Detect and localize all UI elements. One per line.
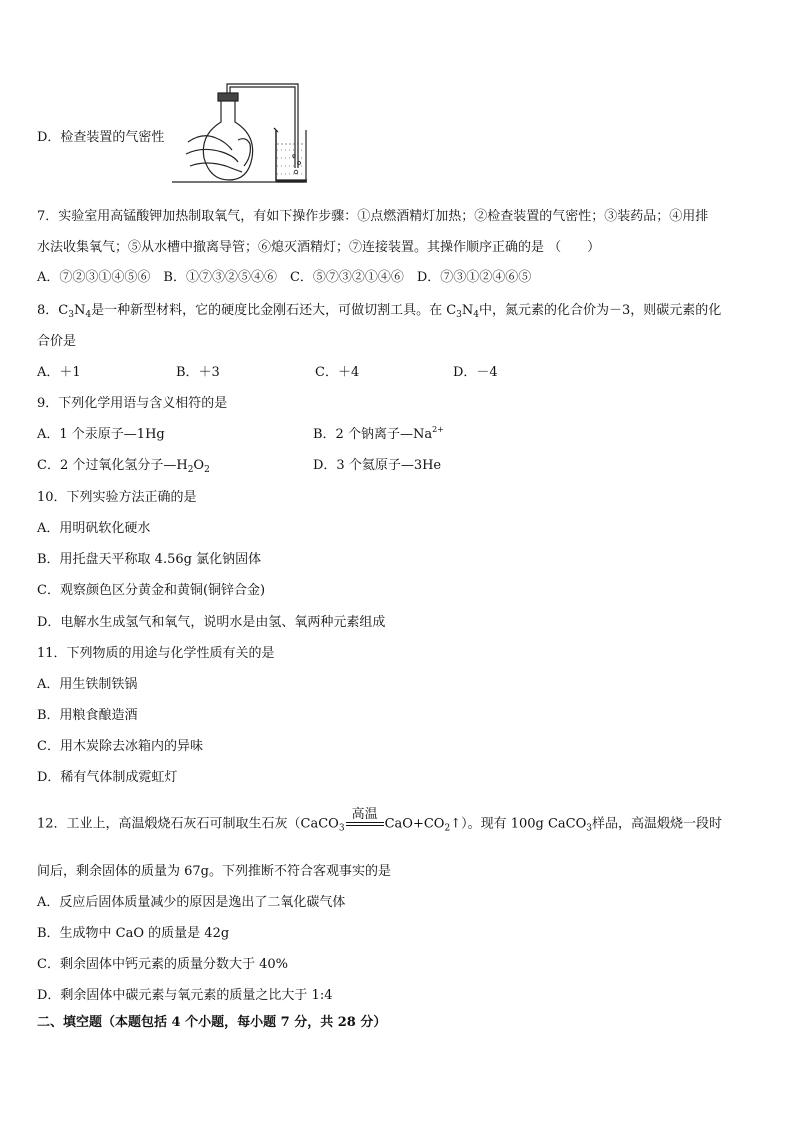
q11-option-d: D．稀有气体制成霓虹灯 xyxy=(37,770,178,785)
q9-option-a: A．1 个汞原子—1Hg xyxy=(37,427,165,442)
q12-option-c: C．剩余固体中钙元素的质量分数大于 40% xyxy=(37,957,288,972)
q12-stem-line2: 间后，剩余固体的质量为 67g。下列推断不符合客观事实的是 xyxy=(37,864,391,879)
q10-option-d: D．电解水生成氢气和氧气，说明水是由氢、氧两种元素组成 xyxy=(37,615,386,630)
q7-options: A．⑦②③①④⑤⑥ B．①⑦③②⑤④⑥ C．⑤⑦③②①④⑥ D．⑦③①②④⑥⑤ xyxy=(37,270,532,285)
q11-stem: 11．下列物质的用途与化学性质有关的是 xyxy=(37,646,275,661)
q8-option-d: D．－4 xyxy=(453,365,498,380)
q10-option-c: C．观察颜色区分黄金和黄铜(铜锌合金) xyxy=(37,583,266,598)
q11-option-b: B．用粮食酿造酒 xyxy=(37,708,138,723)
section2-heading: 二、填空题（本题包括 4 个小题，每小题 7 分，共 28 分） xyxy=(37,1015,387,1030)
q8-stem-line1: 8．$C_3N_4$是一种新型材料，它的硬度比金刚石还大，可做切割工具。在 $C_3N_4$中，氮元素的化合价为－3，则碳元素的化 xyxy=(37,303,722,320)
q9-option-d: D．3 个氦原子—3He xyxy=(313,458,442,473)
q9-stem: 9．下列化学用语与含义相符的是 xyxy=(37,396,228,411)
q10-option-b: B．用托盘天平称取 4.56g 氯化钠固体 xyxy=(37,552,262,567)
reaction-condition: 高温 xyxy=(346,808,384,840)
q11-option-c: C．用木炭除去冰箱内的异味 xyxy=(37,739,203,754)
q11-option-a: A．用生铁制铁锅 xyxy=(37,677,138,692)
q12-option-b: B．生成物中 CaO 的质量是 42g xyxy=(37,926,230,941)
q7-stem-line1: 7．实验室用高锰酸钾加热制取氧气，有如下操作步骤：①点燃酒精灯加热；②检查装置的气密性；③装药品；④用排 xyxy=(37,209,709,224)
q8-option-a: A．＋1 xyxy=(37,365,81,380)
q9-option-b: B．2 个钠离子$—Na^{2+}$ xyxy=(313,425,444,442)
airtightness-check-apparatus-figure xyxy=(172,80,307,185)
q8-stem-line2: 合价是 xyxy=(37,334,77,349)
q9-option-c: C．2 个过氧化氢分子$—H_2O_2$ xyxy=(37,458,210,475)
q12-option-a: A．反应后固体质量减少的原因是逸出了二氧化碳气体 xyxy=(37,895,346,910)
q12-option-d: D．剩余固体中碳元素与氧元素的质量之比大于 1:4 xyxy=(37,988,333,1003)
q10-stem: 10．下列实验方法正确的是 xyxy=(37,490,197,505)
q7-stem-line2: 水法收集氧气；⑤从水槽中撤离导管；⑥熄灭酒精灯；⑦连接装置。其操作顺序正确的是 （ ） xyxy=(37,240,601,255)
q8-option-b: B．＋3 xyxy=(176,365,220,380)
q6-option-d: D．检查装置的气密性 xyxy=(37,130,165,145)
q12-stem-line1: 12．工业上，高温煅烧石灰石可制取生石灰（CaCO$_3$ 高温 $CaO+CO_2↑$）。现有 100g CaCO$_3$样品，高温煅烧一段时 xyxy=(37,808,722,840)
q10-option-a: A．用明矾软化硬水 xyxy=(37,521,151,536)
q8-option-c: C．＋4 xyxy=(315,365,360,380)
